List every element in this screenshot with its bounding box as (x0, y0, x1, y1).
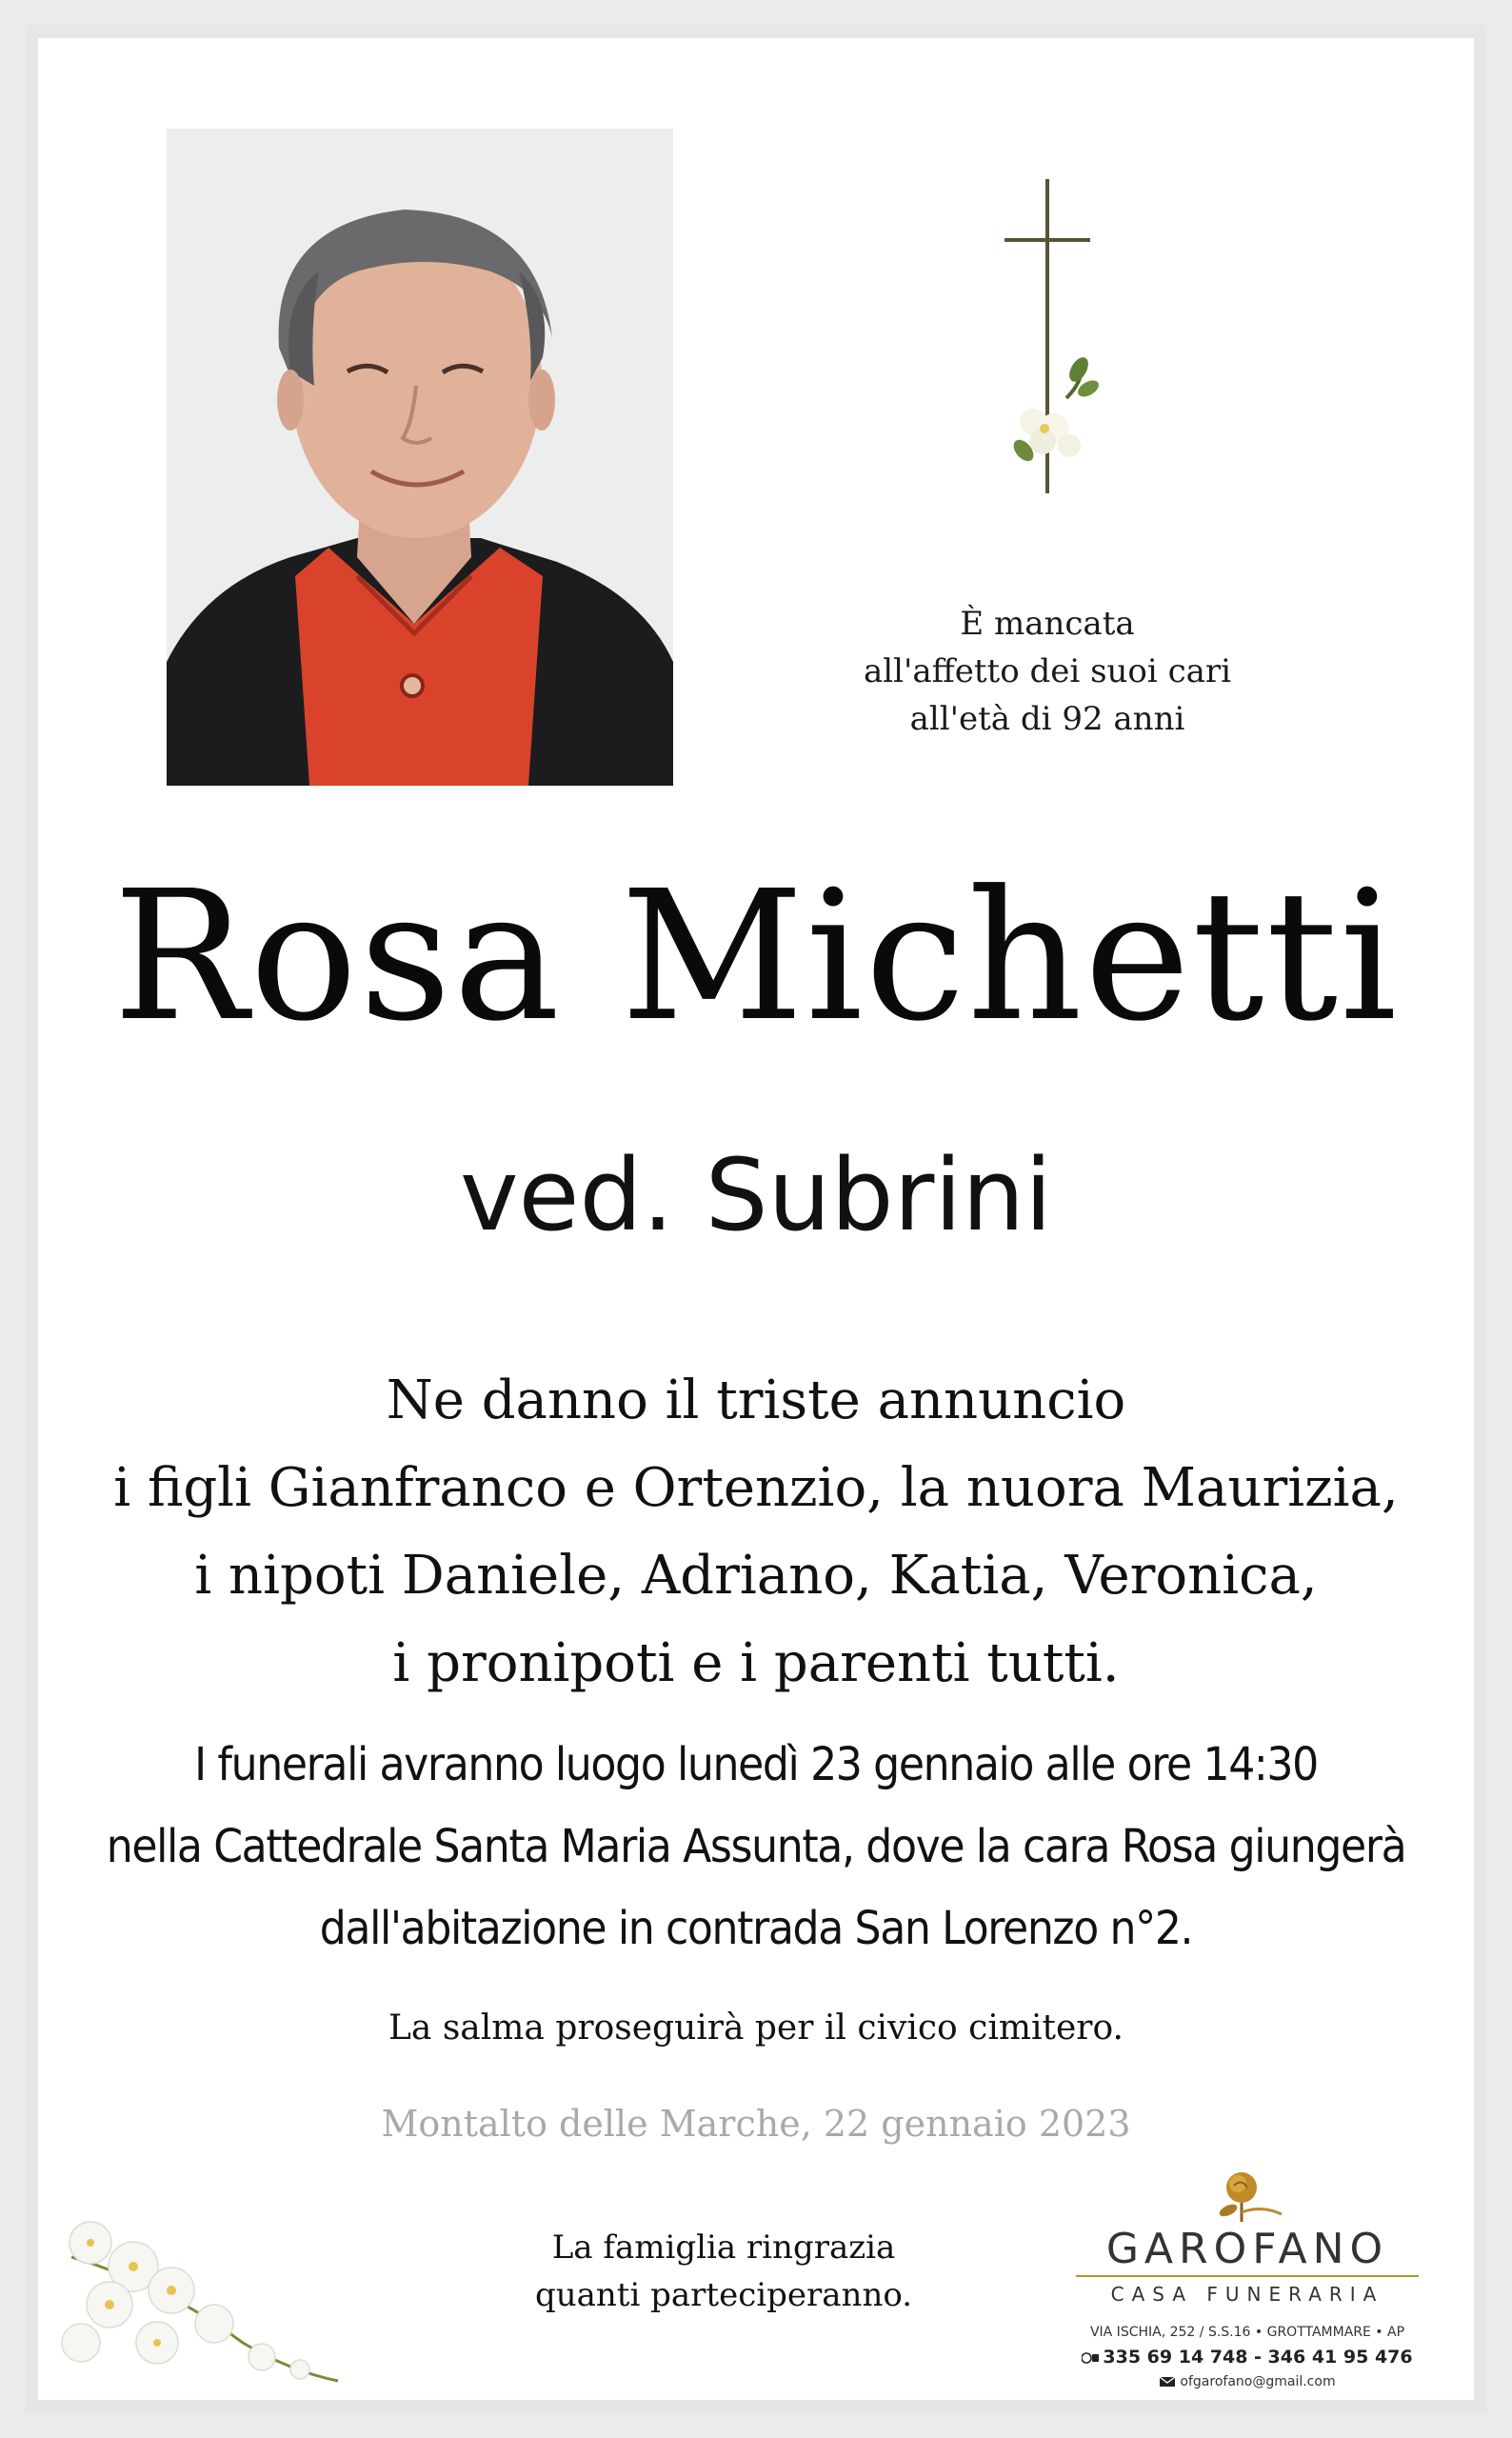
burial-note: La salma proseguirà per il civico cimitero. (388, 2008, 1124, 2048)
announcement-line: i nipoti Daniele, Adriano, Katia, Veronica, (194, 1545, 1318, 1607)
announcement-line: i figli Gianfranco e Ortenzio, la nuora Maurizia, (113, 1457, 1399, 1519)
funeral-home-logo (1038, 2167, 1457, 2390)
announcement-line: i pronipoti e i parenti tutti. (392, 1632, 1120, 1694)
portrait-photo (167, 129, 673, 786)
funeral-home-email: ofgarofano@gmail.com (1180, 2374, 1336, 2389)
place-date: Montalto delle Marche, 22 gennaio 2023 (381, 2103, 1131, 2145)
funeral-home-email-row (1038, 2370, 1457, 2393)
funeral-line: nella Cattedrale Santa Maria Assunta, dove la cara Rosa giungerà (106, 1820, 1406, 1873)
funeral-home-address: VIA ISCHIA, 252 / S.S.16 • GROTTAMMARE • AP (1089, 2325, 1405, 2340)
funeral-line: I funerali avranno luogo lunedì 23 gennaio alle ore 14:30 (194, 1738, 1318, 1791)
mail-icon (1159, 2375, 1176, 2388)
funeral-home-subtitle: CASA FUNERARIA (1110, 2283, 1384, 2306)
widow-of: ved. Subrini (459, 1137, 1053, 1253)
passing-note (838, 600, 1257, 743)
funeral-line: dall'abitazione in contrada San Lorenzo n°2. (319, 1902, 1193, 1955)
thanks-line: quanti parteciperanno. (534, 2276, 913, 2314)
funeral-home-phones: 335 69 14 748 - 346 41 95 476 (1103, 2347, 1413, 2368)
passing-line: all'affetto dei suoi cari (863, 652, 1232, 690)
cross-with-flower-icon (976, 179, 1119, 503)
logo-divider (1076, 2275, 1419, 2277)
passing-line: È mancata (960, 605, 1135, 643)
rose-logo-icon (1209, 2167, 1285, 2226)
deceased-name: Rosa Michetti (112, 852, 1400, 1061)
thanks-line: La famiglia ringrazia (551, 2228, 896, 2267)
orchid-flowers-icon (52, 2200, 348, 2390)
funeral-details (38, 1724, 1474, 1969)
announcement-line: Ne danno il triste annuncio (386, 1369, 1126, 1431)
funeral-home-phones-row (1038, 2344, 1457, 2370)
whatsapp-phone-icon (1082, 2351, 1099, 2365)
funeral-home-name: GAROFANO (1105, 2225, 1389, 2273)
obituary-card (38, 38, 1474, 2400)
announcement (38, 1357, 1474, 1708)
passing-line: all'età di 92 anni (909, 700, 1185, 738)
thanks-note (514, 2224, 933, 2319)
